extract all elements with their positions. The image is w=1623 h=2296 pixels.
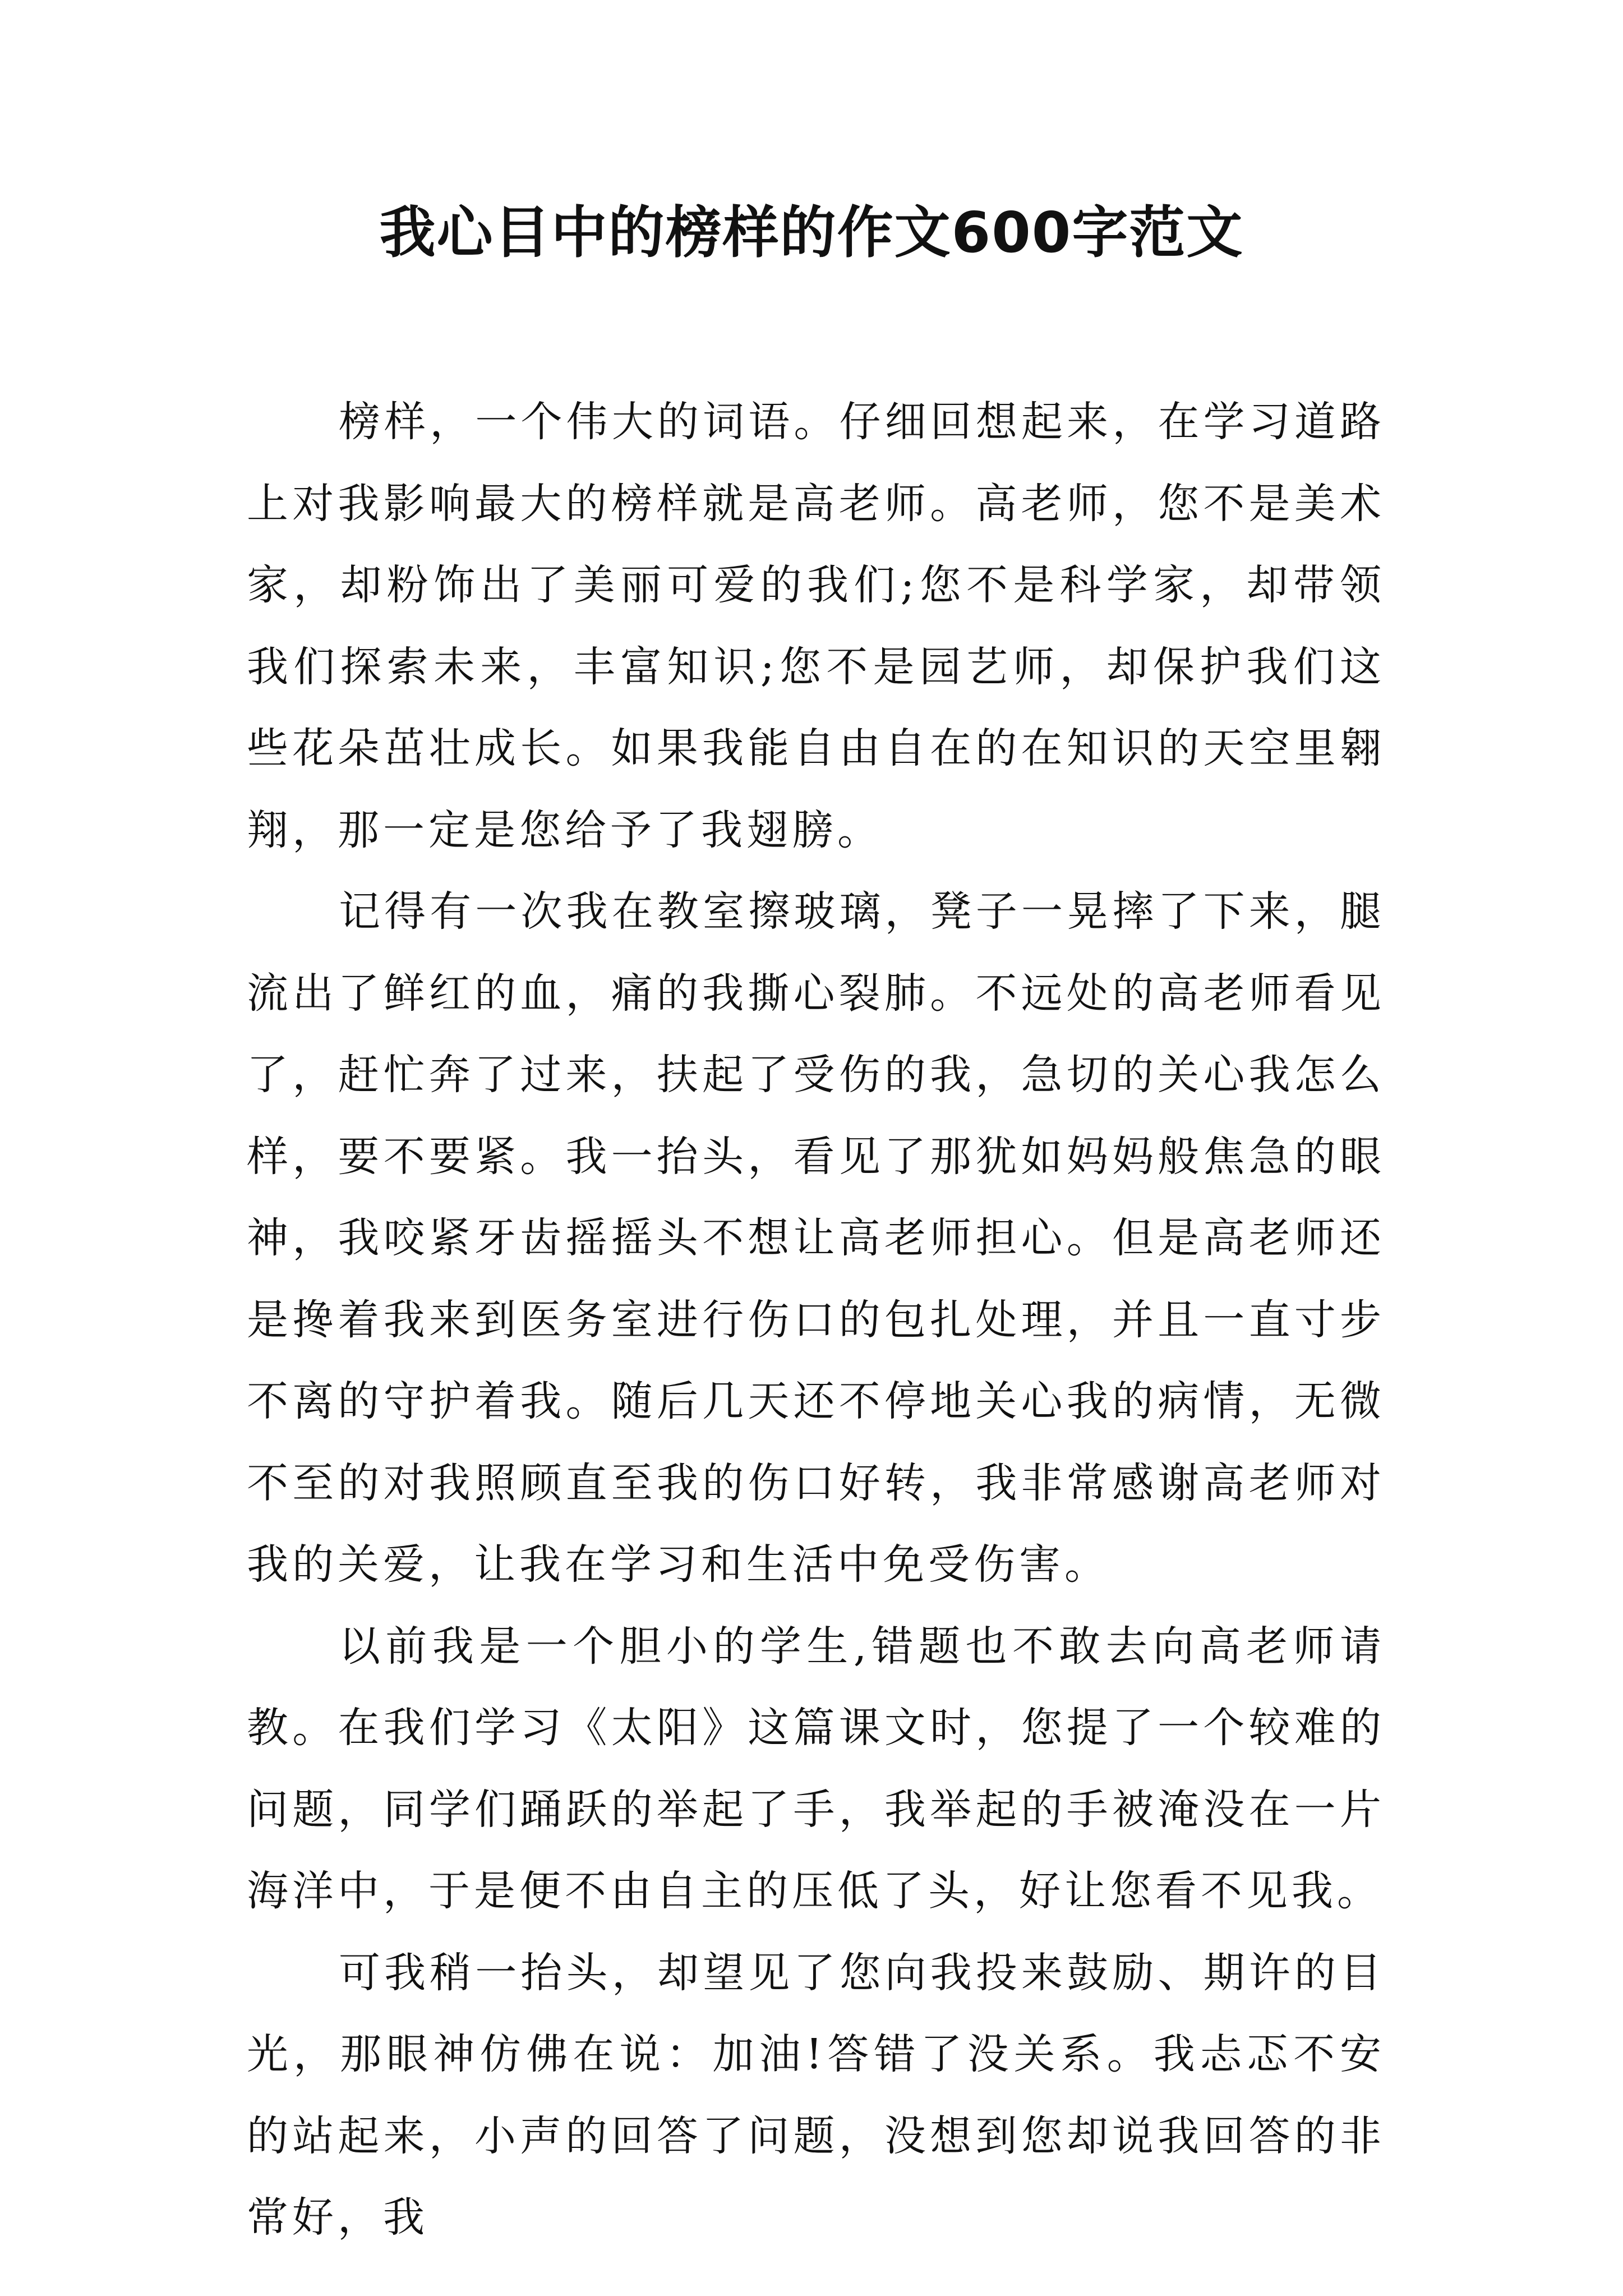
paragraph-2: 记得有一次我在教室擦玻璃，凳子一晃摔了下来，腿流出了鲜红的血，痛的我撕心裂肺。不远处的高老师看见了，赶忙奔了过来，扶起了受伤的我，急切的关心我怎么样，要不要紧。我一抬头，看见了那犹如妈妈般焦急的眼神，我咬紧牙齿摇摇头不想让高老师担心。但是高老师还是搀着我来到医务室进行伤口的包扎处理，并且一直寸步不离的守护着我。随后几天还不停地关心我的病情，无微不至的对我照顾直至我的伤口好转，我非常感谢高老师对我的关爱，让我在学习和生活中免受伤害。 (247, 887, 1385, 1589)
paragraph-3: 以前我是一个胆小的学生,错题也不敢去向高老师请教。在我们学习《太阳》这篇课文时，您提了一个较难的问题，同学们踊跃的举起了手，我举起的手被淹没在一片海洋中，于是便不由自主的压低了头，好让您看不见我。 (247, 1622, 1385, 1915)
document-body (247, 381, 1385, 2259)
document-title: 我心目中的榜样的作文600字范文 (379, 200, 1244, 265)
paragraph-4: 可我稍一抬头，却望见了您向我投来鼓励、期许的目光，那眼神仿佛在说：加油!答错了没关系。我忐忑不安的站起来，小声的回答了问题，没想到您却说我回答的非常好，我 (247, 1948, 1385, 2242)
paragraph-1: 榜样，一个伟大的词语。仔细回想起来，在学习道路上对我影响最大的榜样就是高老师。高老师，您不是美术家，却粉饰出了美丽可爱的我们;您不是科学家，却带领我们探索未来，丰富知识;您不是园艺师，却保护我们这些花朵茁壮成长。如果我能自由自在的在知识的天空里翱翔，那一定是您给予了我翅膀。 (247, 398, 1385, 854)
